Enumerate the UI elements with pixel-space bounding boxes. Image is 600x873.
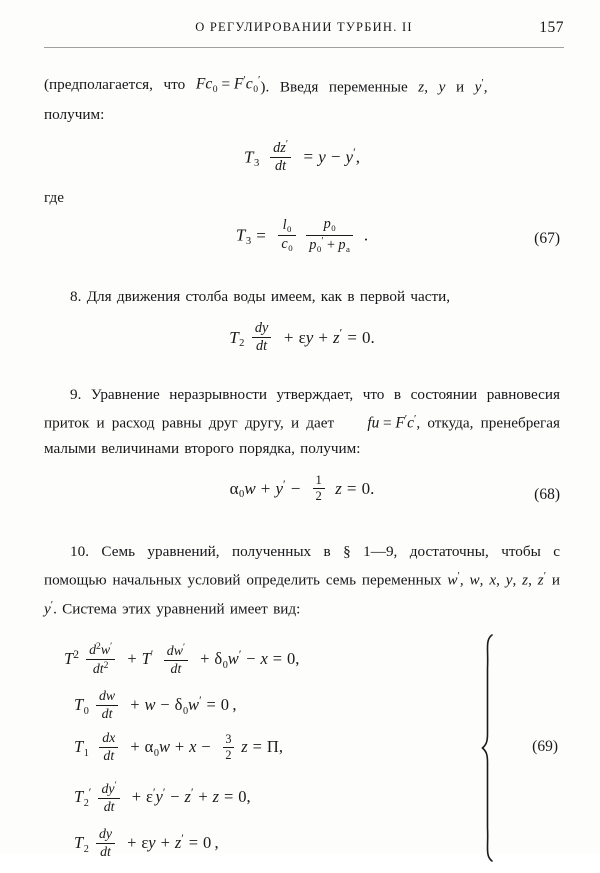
where-label: где — [44, 188, 64, 206]
paragraph-intro-cont: получим: — [44, 106, 105, 124]
system-brace — [480, 634, 498, 860]
paragraph-10: 10. Семь уравнений, полученных в § 1—9, достаточны, чтобы с помощью начальных условий определить семь переменных w′, w, x, y, z, z′ и y′. Система этих уравнений имеет вид: — [44, 542, 561, 618]
inline-math-Fc0: $Fc_0 = F'c_0'$ — [195, 74, 261, 95]
paragraph-9: 9. Уравнение неразрывности утверждает, что в состоянии равновесия приток и расход равны друг другу, и дает fu = F′c′, откуда, пренебрегая малыми величинами второго порядка, получим: — [44, 385, 560, 458]
page-number: 157 — [539, 19, 564, 36]
system-rows — [44, 632, 474, 862]
system-row-3: $T_1$ $\frac{dx}{dt}$ + $\alpha_0w + x$ − $\frac{3}{2}$ z = П, — [74, 730, 283, 764]
text-column — [44, 68, 560, 864]
equation-T2-dy-dt: $T_2$ $\frac{dy}{dt}$ + εy + z′ = 0. — [229, 319, 375, 355]
equation-number-67: (67) — [534, 230, 560, 248]
equation-number-68: (68) — [534, 485, 560, 503]
system-row-4: $T_2'$ $\frac{dy'}{dt}$ + ε′y′ − z′ + z = 0, — [74, 779, 251, 814]
equation-T3-dz-dt: $T_3$ $\frac{dz'}{dt}$ = y − y′, — [244, 138, 360, 175]
equation-system-69 — [44, 632, 560, 864]
system-row-2: $T_0$ $\frac{dw}{dt}$ + $w - \delta_0w' = 0$ , — [74, 688, 237, 722]
system-row-5: $T_2$ $\frac{dy}{dt}$ + εy + z′ = 0 , — [74, 826, 219, 860]
paragraph-intro: (предполагается, что $Fc_0 = F'c_0'$). Введя переменные z, y и y′, — [44, 68, 560, 102]
header-rule — [44, 47, 564, 48]
running-head — [44, 20, 564, 42]
equation-68: $\alpha_0w + y'$ − $\frac{1}{2}$ z = 0. (68) — [229, 472, 560, 504]
paragraph-8: 8. Для движения столба воды имеем, как в первой части, — [70, 288, 451, 306]
system-row-1: $T^2$ $\frac{d^2w'}{dt^2}$ + T′ $\frac{dw'}{dt}$ + $\delta_0w' - x = 0$, — [64, 641, 300, 677]
running-head-title: О РЕГУЛИРОВАНИИ ТУРБИН. II — [195, 20, 413, 34]
equation-67: $T_3$ = $\frac{l_0}{c_0}$ $\frac{p_0}{p_0' + p_a}$ . (67) — [235, 216, 560, 254]
equation-number-69: (69) — [532, 738, 558, 756]
